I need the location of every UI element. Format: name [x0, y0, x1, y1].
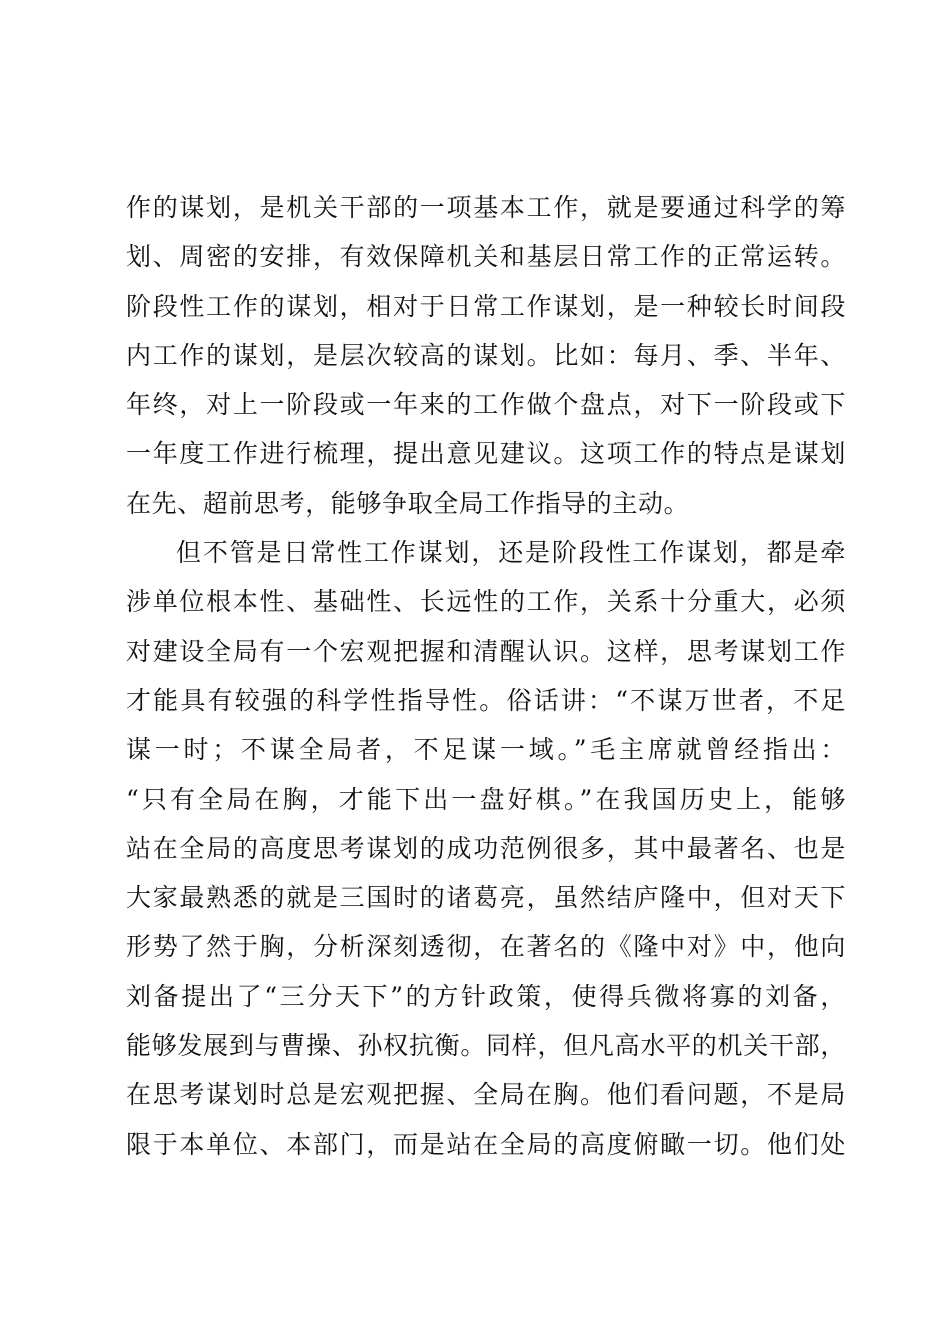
- text-line: 站在全局的高度思考谋划的成功范例很多，其中最著名、也是: [126, 833, 846, 863]
- text-line: 对建设全局有一个宏观把握和清醒认识。这样，思考谋划工作: [126, 636, 846, 666]
- text-line: 阶段性工作的谋划，相对于日常工作谋划，是一种较长时间段: [126, 291, 846, 321]
- text-line: 才能具有较强的科学性指导性。俗话讲：“不谋万世者，不足: [126, 685, 846, 715]
- text-line: 在先、超前思考，能够争取全局工作指导的主动。: [126, 488, 690, 518]
- text-line: 划、周密的安排，有效保障机关和基层日常工作的正常运转。: [126, 242, 846, 272]
- text-line: 内工作的谋划，是层次较高的谋划。比如：每月、季、半年、: [126, 340, 846, 370]
- text-line: 谋一时；不谋全局者，不足谋一域。”毛主席就曾经指出：: [126, 735, 846, 765]
- text-line: 作的谋划，是机关干部的一项基本工作，就是要通过科学的筹: [126, 193, 846, 222]
- text-line: 能够发展到与曹操、孙权抗衡。同样，但凡高水平的机关干部，: [126, 1031, 846, 1061]
- text-line: 涉单位根本性、基础性、长远性的工作，关系十分重大，必须: [126, 587, 846, 617]
- text-line: 一年度工作进行梳理，提出意见建议。这项工作的特点是谋划: [126, 439, 846, 469]
- text-line: 年终，对上一阶段或一年来的工作做个盘点，对下一阶段或下: [126, 390, 846, 420]
- text-line: “只有全局在胸，才能下出一盘好棋。”在我国历史上，能够: [126, 784, 846, 814]
- text-line: 刘备提出了“三分天下”的方针政策，使得兵微将寡的刘备，: [126, 981, 846, 1011]
- body-text: [126, 183, 846, 1169]
- text-line: 但不管是日常性工作谋划，还是阶段性工作谋划，都是牵: [176, 538, 846, 568]
- text-line: 在思考谋划时总是宏观把握、全局在胸。他们看问题，不是局: [126, 1080, 846, 1110]
- text-line: 限于本单位、本部门，而是站在全局的高度俯瞰一切。他们处: [126, 1129, 846, 1159]
- text-line: 大家最熟悉的就是三国时的诸葛亮，虽然结庐隆中，但对天下: [126, 883, 846, 913]
- text-line: 形势了然于胸，分析深刻透彻，在著名的《隆中对》中，他向: [126, 932, 846, 962]
